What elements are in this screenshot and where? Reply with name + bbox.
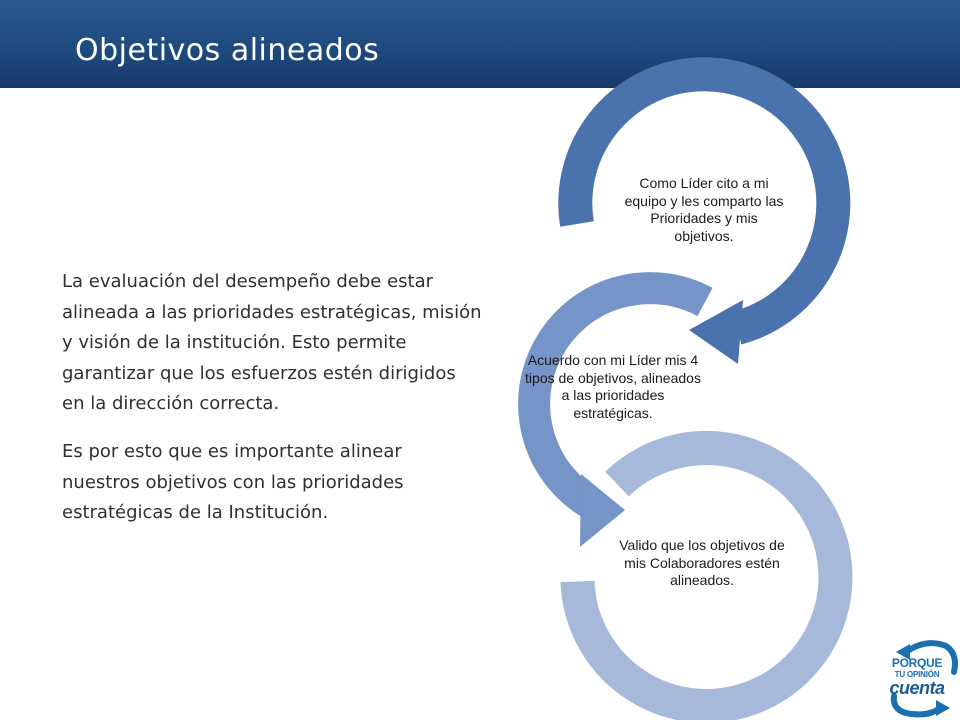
body-paragraph-2: Es por esto que es importante alinear nuestros objetivos con las prioridades estratégicas de la Institución. (62, 441, 404, 523)
body-paragraph-1: La evaluación del desempeño debe estar alineada a las prioridades estratégicas, misión y visión de la institución. Esto permite garantizar que los esfuerzos estén dirigidos en la dirección correcta. (62, 271, 482, 414)
logo-text-line-3: cuenta (889, 678, 945, 698)
cycle-step-2-text: Acuerdo con mi Líder mis 4 tipos de objetivos, alineados a las prioridades estratégicas. (525, 352, 701, 421)
porque-tu-opinion-cuenta-logo (886, 636, 960, 720)
cycle-step-1-text: Como Líder cito a mi equipo y les comparto las Prioridades y mis objetivos. (624, 175, 784, 244)
slide-title: Objetivos alineados (75, 33, 380, 68)
logo-text-line-1: PORQUE (891, 656, 943, 670)
logo-text-line-2: TU OPINIÓN (894, 670, 940, 679)
cycle-step-3-text: Valido que los objetivos de mis Colaboradores estén alineados. (619, 537, 785, 588)
